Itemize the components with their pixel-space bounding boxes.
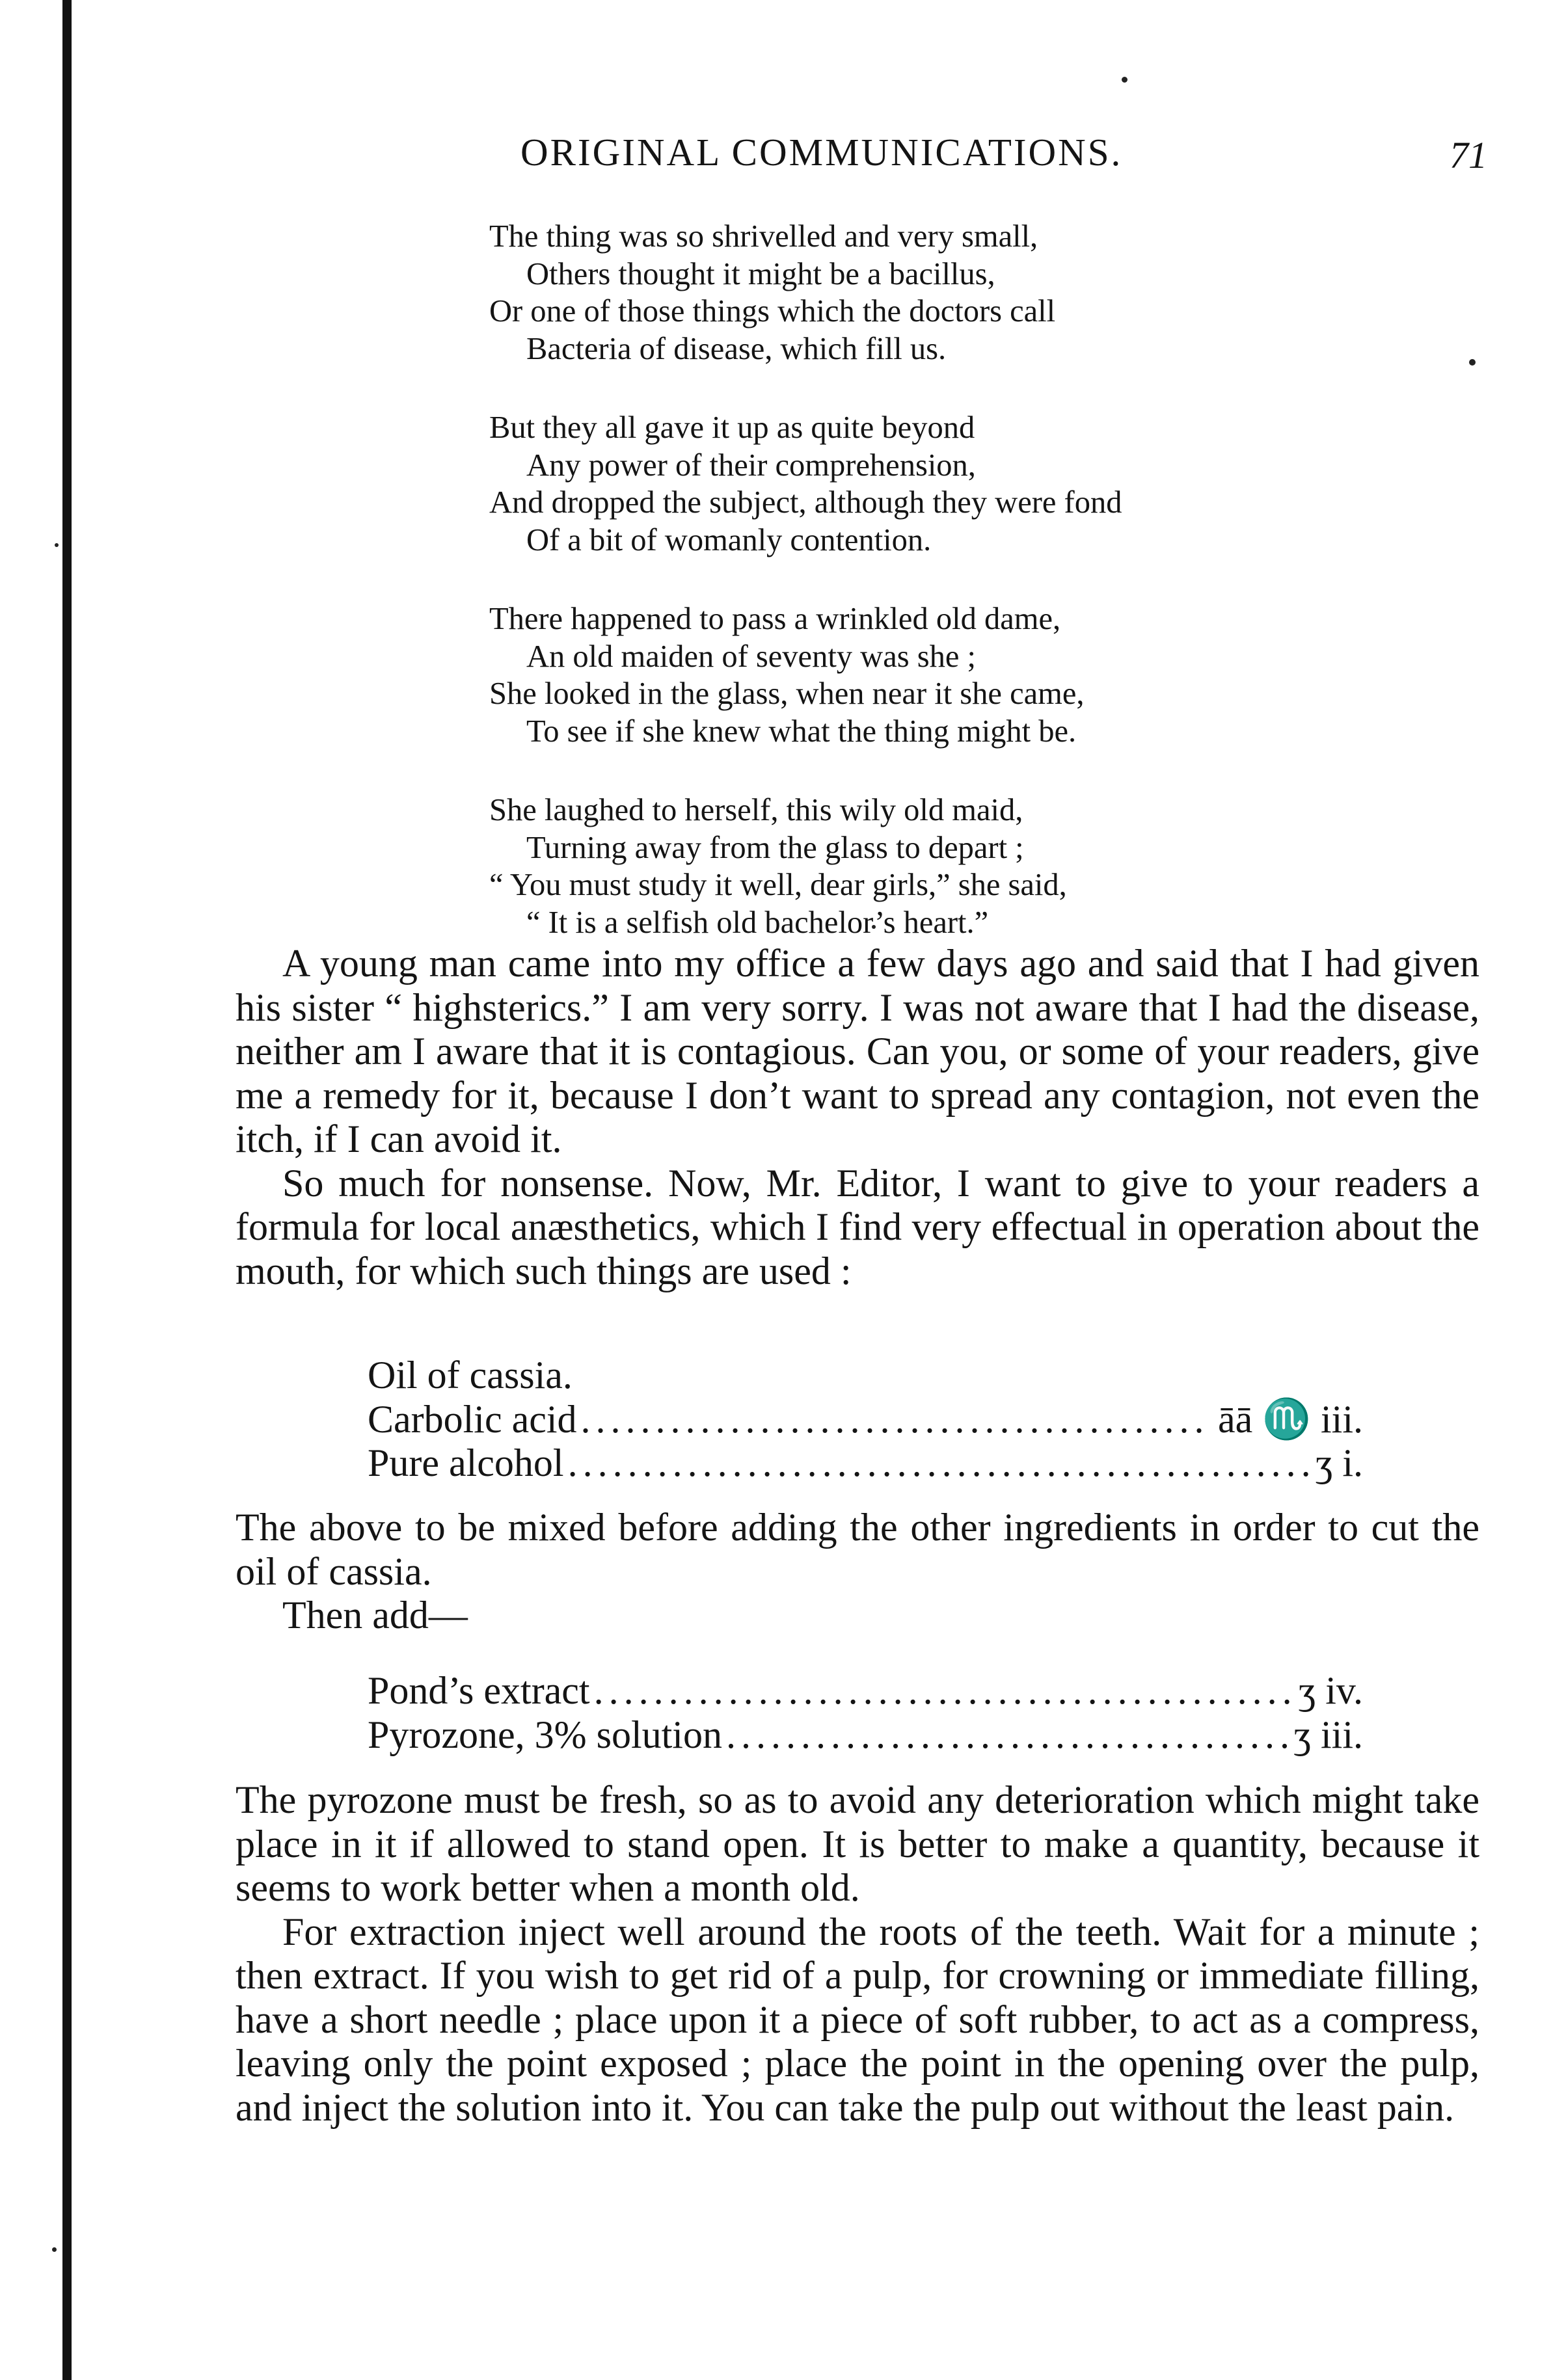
poem-line: An old maiden of seventy was she ; [526, 639, 976, 674]
paragraph: Then add— [282, 1594, 468, 1637]
dot-leader [726, 1713, 1287, 1758]
poem-line: But they all gave it up as quite beyond [489, 410, 975, 445]
formula-row [368, 1669, 1363, 1713]
body-text-upper [236, 942, 1479, 1293]
paragraph: So much for nonsense. Now, Mr. Editor, I want to give to your readers a formula for local anæsthetics, which I find very effectual in operation about the mouth, for which such things are used : [236, 1161, 1479, 1292]
formula-row [368, 1398, 1363, 1442]
dot-leader [594, 1669, 1292, 1713]
poem-line: Of a bit of womanly contention. [526, 522, 932, 557]
poem-line: There happened to pass a wrinkled old dame, [489, 602, 1061, 636]
poem-line: Or one of those things which the doctors call [489, 294, 1056, 328]
body-text-lower [236, 1778, 1479, 2130]
poem-stanza [489, 218, 1122, 368]
print-speck [55, 543, 59, 547]
poem-stanza [489, 792, 1122, 941]
ingredient-name: Pyrozone, 3% solution [368, 1713, 722, 1756]
poem-line: Bacteria of disease, which fill us. [526, 331, 947, 366]
print-speck [1122, 77, 1127, 83]
ingredient-dose: ʒ i. [1315, 1441, 1363, 1484]
body-text-middle [236, 1506, 1479, 1638]
page-number: 71 [1450, 134, 1487, 176]
paragraph: The pyrozone must be fresh, so as to avoid any deterioration which might take place in it if allowed to stand open. It is better to make a quantity, because it seems to work better when a month old. [236, 1778, 1479, 1909]
poem-line: Others thought it might be a bacillus, [526, 256, 995, 291]
poem-line: To see if she knew what the thing might be. [526, 714, 1077, 749]
formula-row [368, 1354, 1363, 1398]
poem-stanza [489, 409, 1122, 559]
poem-stanza [489, 600, 1122, 750]
ingredient-name: Pure alcohol [368, 1441, 564, 1484]
formula-anaesthetic-base [368, 1354, 1363, 1486]
poem-line: She laughed to herself, this wily old maid, [489, 793, 1023, 827]
dot-leader [581, 1398, 1211, 1442]
dot-leader [568, 1441, 1309, 1486]
paragraph: A young man came into my office a few days ago and said that I had given his sister “ highsterics.” I am very sorry. I was not aware that I had the disease, neither am I aware that it is contagious. Can you, or some of your readers, give me a remedy for it, because I don’t want to spread any contagion, not even the itch, if I can avoid it. [236, 942, 1479, 1160]
ingredient-name: Pond’s extract [368, 1669, 590, 1712]
scan-binding-edge [62, 0, 72, 2380]
ingredient-name: Oil of cassia. [368, 1354, 573, 1397]
ingredient-dose: ʒ iv. [1298, 1669, 1363, 1712]
ingredient-name: Carbolic acid [368, 1397, 577, 1441]
poem-line: And dropped the subject, although they were fond [489, 485, 1122, 520]
poem-line: Turning away from the glass to depart ; [526, 830, 1024, 865]
running-title: ORIGINAL COMMUNICATIONS. [520, 131, 1123, 174]
poem-line: The thing was so shrivelled and very small, [489, 219, 1038, 254]
paragraph: For extraction inject well around the roots of the teeth. Wait for a minute ; then extract. If you wish to get rid of a pulp, for crowning or immediate filling, have a short needle ; place upon it a piece of soft rubber, to act as a compress, leaving only the point exposed ; place the point in the opening over the pulp, and inject the solution into it. You can take the pulp out without the least pain. [236, 1910, 1479, 2129]
print-speck [1469, 359, 1476, 366]
formula-row [368, 1713, 1363, 1758]
poem-line: Any power of their comprehension, [526, 448, 976, 483]
poem-line: “ You must study it well, dear girls,” she said, [489, 868, 1067, 902]
paragraph: The above to be mixed before adding the other ingredients in order to cut the oil of cassia. [236, 1506, 1479, 1593]
ingredient-dose: ʒ iii. [1293, 1713, 1363, 1756]
poem-line: She looked in the glass, when near it she came, [489, 676, 1085, 711]
ingredient-dose: āā ♏ iii. [1218, 1397, 1363, 1441]
print-speck [52, 2247, 57, 2252]
formula-row [368, 1441, 1363, 1486]
poem-line: “ It is a selfish old bachelor’s heart.” [526, 905, 989, 940]
formula-additions [368, 1669, 1363, 1757]
poem [489, 218, 1122, 983]
